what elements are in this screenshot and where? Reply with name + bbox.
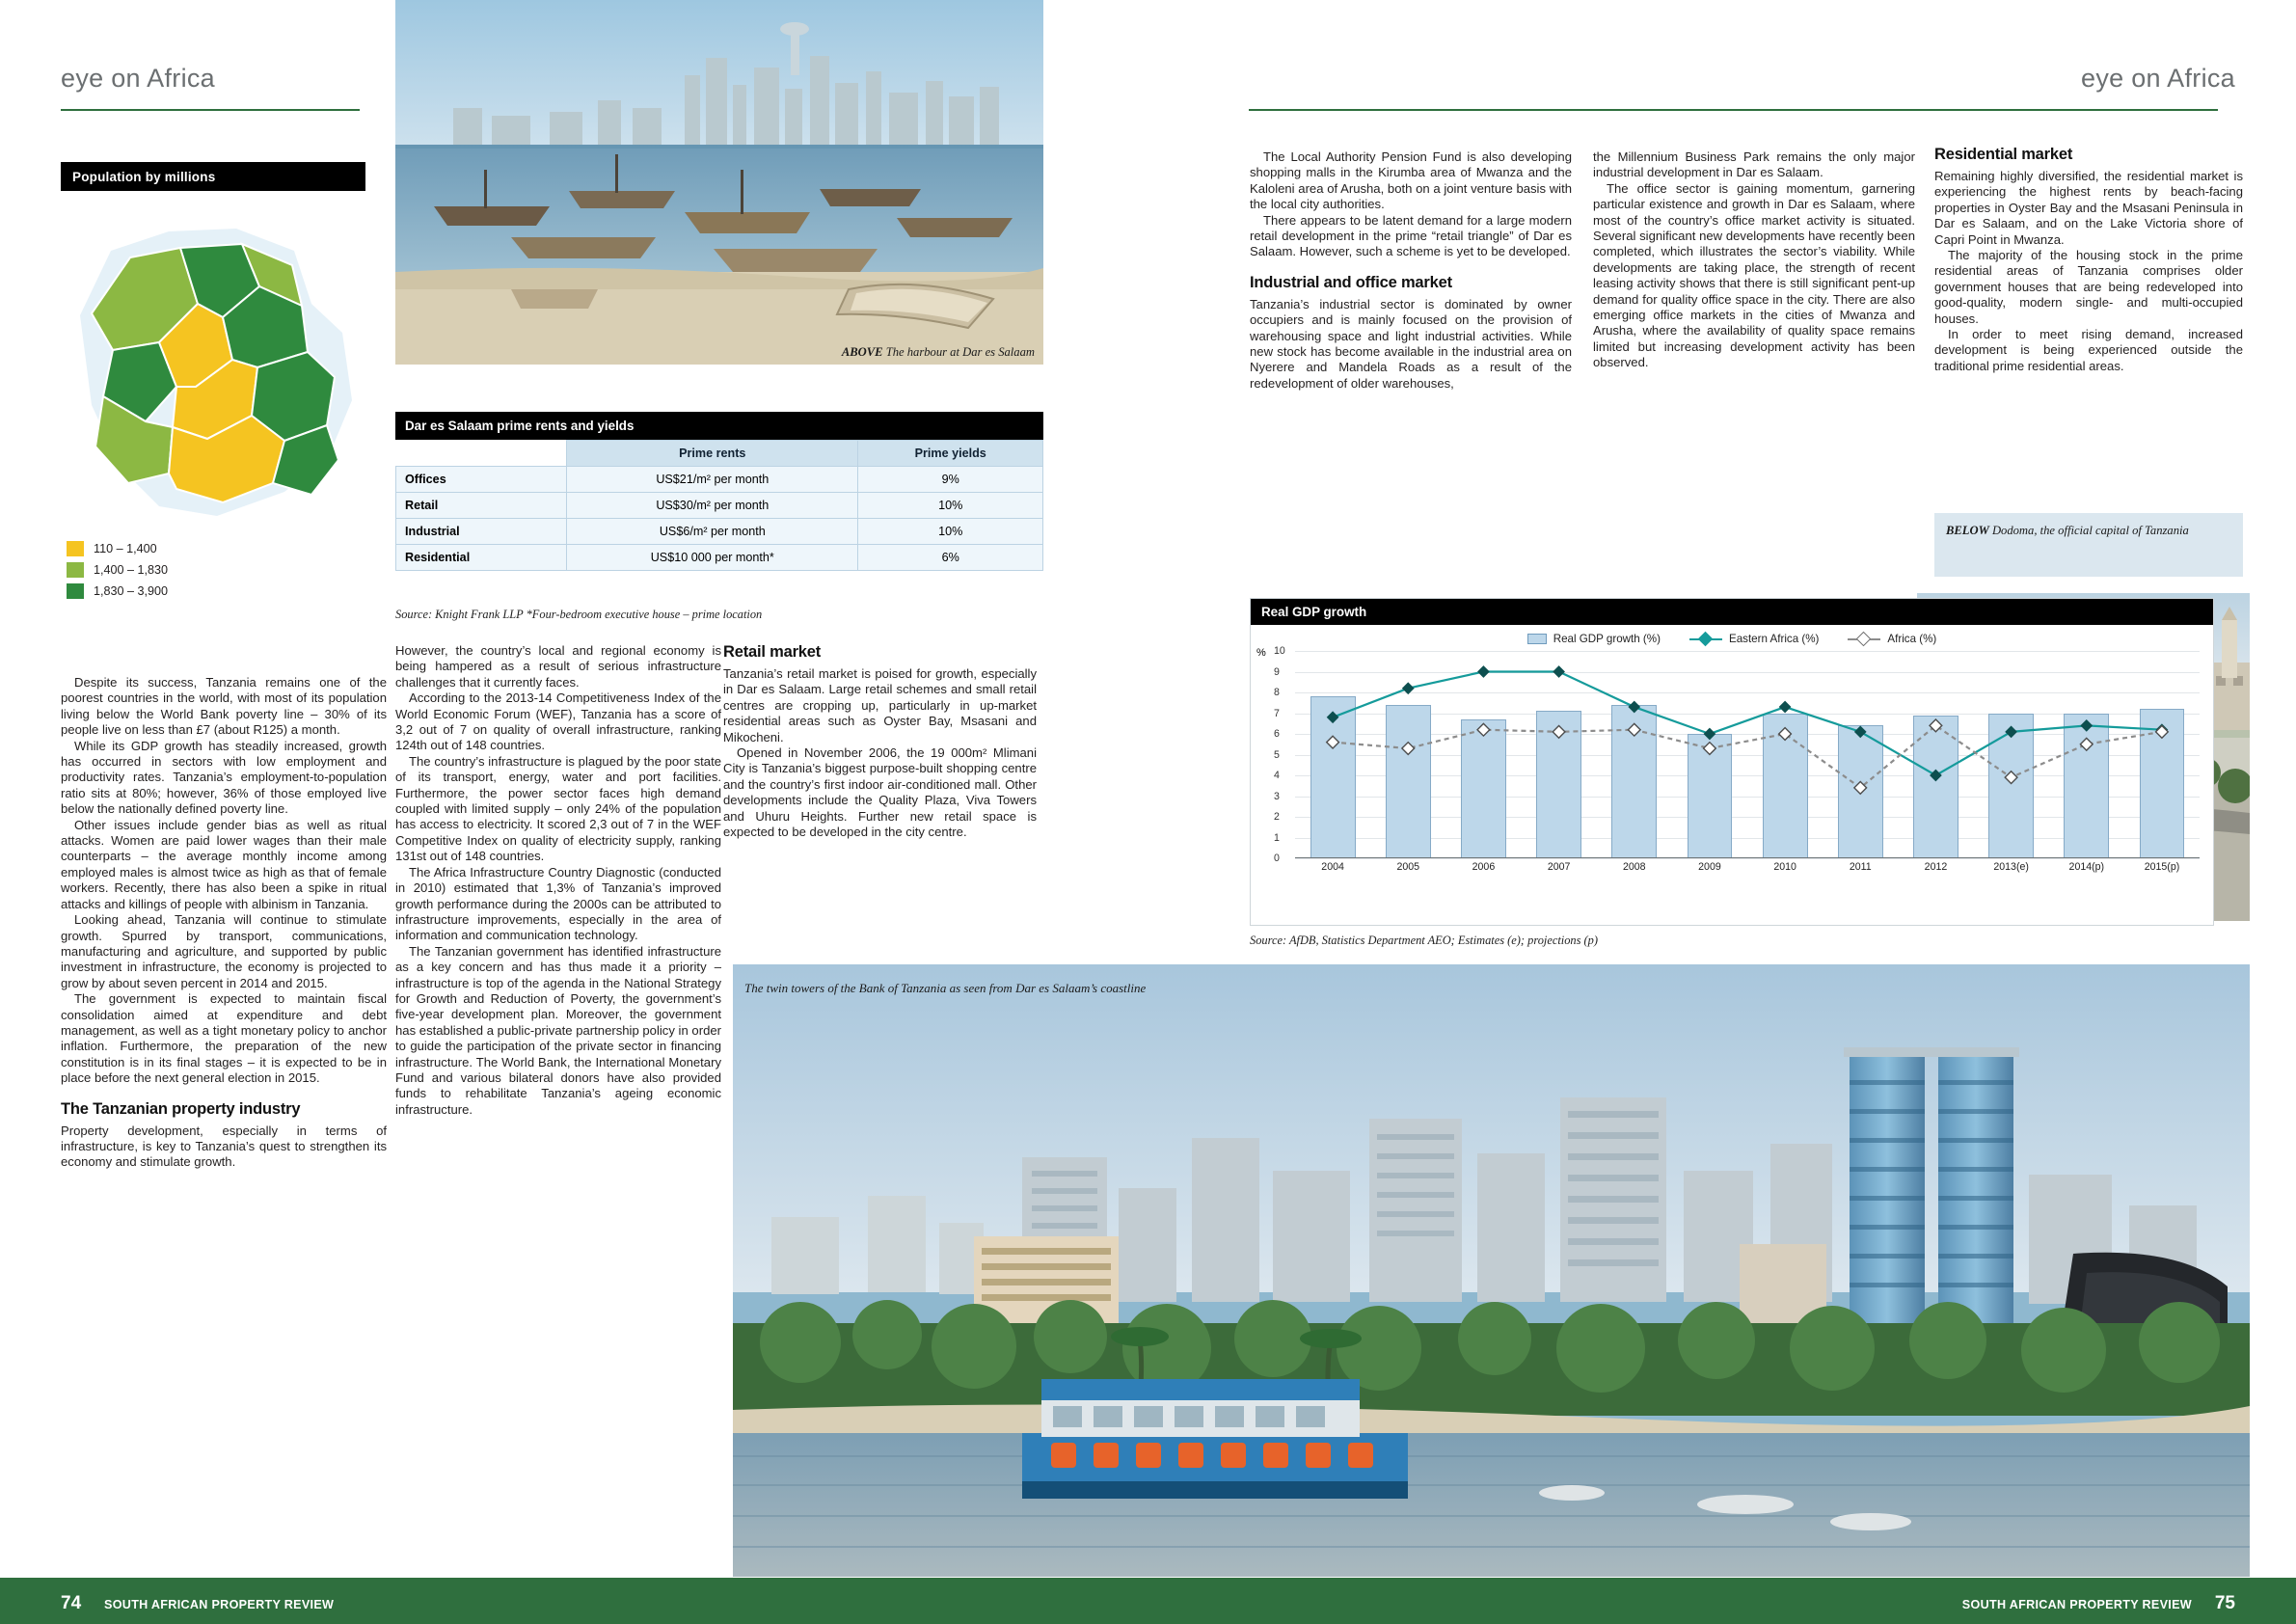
table-title: Dar es Salaam prime rents and yields — [395, 412, 1043, 440]
bar-slot — [1974, 651, 2049, 858]
paragraph: The Tanzanian government has identified infrastructure as a key concern and has thus made it a priority – infrastructure is top of the agenda in the National Strategy for Growth and Reduction of Poverty, the government’s five-year development plan. Moreover, the government has established a public-private partnership policy in order to guide the participation of the private sector in financing infrastructure. The World Bank, the International Monetary Fund and various bilateral donors have also provided funds to rehabilitate Tanzania’s ageing economic infrastructure. — [395, 943, 721, 1117]
row-label: Industrial — [396, 519, 567, 545]
paragraph: However, the country’s local and regional economy is being hampered as a result of serious infrastructure challenges that it currently faces. — [395, 643, 721, 690]
chart-x-axis — [1295, 857, 2200, 858]
x-tick-label: 2015(p) — [2144, 861, 2180, 873]
bar-slot — [1747, 651, 1823, 858]
page-header-right: eye on Africa — [2081, 64, 2235, 93]
legend-item — [66, 582, 168, 600]
legend-line-swatch — [1848, 638, 1880, 640]
folio-right: 75 — [2214, 1593, 2235, 1613]
x-tick-label: 2014(p) — [2068, 861, 2105, 873]
legend-bar-swatch — [1527, 634, 1547, 644]
paragraph: While its GDP growth has steadily increased, growth has occurred in sectors with low employment and productivity rates. Tanzania’s employment-to-population ratio sits at 80%; however, 36% of those employed live below the nationally defined poverty line. — [61, 738, 387, 817]
chart-x-tick-labels — [1295, 861, 2200, 873]
legend-entry-eastern-africa — [1689, 633, 1819, 645]
y-tick-label: 3 — [1274, 790, 1280, 802]
row-label: Offices — [396, 467, 567, 493]
footer-text-right: SOUTH AFRICAN PROPERTY REVIEW — [1961, 1598, 2192, 1611]
row-rent: US$21/m² per month — [567, 467, 858, 493]
dar-es-salaam-skyline-photo — [733, 964, 2250, 1577]
legend-swatch — [66, 561, 85, 579]
row-rent: US$6/m² per month — [567, 519, 858, 545]
header-rule-left — [61, 109, 360, 111]
row-label: Retail — [396, 493, 567, 519]
paragraph: Opened in November 2006, the 19 000m² Mlimani City is Tanzania’s biggest purpose-built shopping centre and the country’s first indoor air-conditioned mall. Other developments include the Quality Plaza, Viva Towers and Uhuru Heights. Further new retail space is expected to be developed in the city centre. — [723, 745, 1037, 840]
footer-bar — [0, 1578, 2296, 1624]
paragraph: Other issues include gender bias as well as ritual attacks. Women are paid lower wages than their male counterparts – the average monthly income among employed males is almost twice as high as that of female workers. Recently, there has also been a spike in ritual attacks and killings of people with albinism in Tanzania. — [61, 817, 387, 911]
table-row — [396, 545, 1043, 571]
legend-label: 110 – 1,400 — [94, 542, 157, 555]
x-tick-label: 2008 — [1622, 861, 1646, 873]
row-yield: 10% — [858, 519, 1043, 545]
chart-marker — [1477, 665, 1490, 678]
x-tick-label: 2006 — [1472, 861, 1496, 873]
paragraph: In order to meet rising demand, increased development is being experienced outside the traditional prime residential areas. — [1934, 327, 2243, 373]
chart-source: Source: AfDB, Statistics Department AEO; Estimates (e); projections (p) — [1250, 934, 1598, 947]
paragraph: Remaining highly diversified, the residential market is experiencing the highest rents by beach-facing properties in Oyster Bay and the Msasani Peninsula in Dar es Salaam, and on the Lake Victoria shore of Capri Point in Mwanza. — [1934, 169, 2243, 247]
subheading-tanzanian-property-industry: The Tanzanian property industry — [61, 1099, 301, 1118]
x-tick-label: 2012 — [1924, 861, 1948, 873]
row-rent: US$10 000 per month* — [567, 545, 858, 571]
table-col-prime-yields: Prime yields — [858, 441, 1043, 467]
paragraph: Property development, especially in terms of infrastructure, is key to Tanzania’s quest to strengthen its economy and stimulate growth. — [61, 1123, 387, 1170]
subheading-residential-market: Residential market — [1934, 146, 2073, 163]
y-tick-label: 5 — [1274, 748, 1280, 761]
gridline — [1295, 858, 2200, 859]
y-tick-label: 0 — [1274, 853, 1280, 864]
left-column-1 — [61, 675, 387, 1171]
row-label: Residential — [396, 545, 567, 571]
row-yield: 10% — [858, 493, 1043, 519]
chart-marker — [1327, 711, 1339, 723]
bar-slot — [1597, 651, 1672, 858]
chart-marker — [1553, 725, 1565, 738]
bar-slot — [1898, 651, 1973, 858]
folio-left: 74 — [61, 1593, 82, 1613]
right-column-3 — [1934, 146, 2243, 374]
legend-label: 1,400 – 1,830 — [94, 563, 169, 577]
row-yield: 6% — [858, 545, 1043, 571]
table-row — [396, 519, 1043, 545]
legend-label: 1,830 – 3,900 — [94, 584, 169, 598]
legend-swatch — [66, 540, 85, 557]
harbour-photo-caption — [832, 341, 1043, 365]
dodoma-photo-caption — [1934, 513, 2243, 577]
y-tick-label: 6 — [1274, 728, 1280, 740]
table-row — [396, 467, 1043, 493]
x-tick-label: 2004 — [1321, 861, 1344, 873]
x-tick-label: 2010 — [1773, 861, 1796, 873]
legend-item — [66, 561, 168, 579]
paragraph: The office sector is gaining momentum, garnering particular existence and growth in Dar es Salaam, where most of the country’s office market activity is situated. Several significant new developments have recently been completed, which illustrates the sector’s viability. While developments are taking place, the strength of recent leasing activity shows that there is still significant pent-up demand for quality office space in the city. There are also emerging office markets in the cities of Mwanza and Arusha, where the availability of quality space remains limited but increasing development activity has been observed. — [1593, 180, 1915, 370]
paragraph: Looking ahead, Tanzania will continue to stimulate growth. Spurred by transport, communications, manufacturing and agriculture, and supported by public investment in infrastructure, the economy is projected to grow by about seven percent in 2014 and 2015. — [61, 912, 387, 990]
y-tick-label: 8 — [1274, 687, 1280, 698]
tanzania-population-map — [53, 198, 381, 530]
paragraph: The majority of the housing stock in the prime residential areas of Tanzania comprises older government houses that are being redeveloped into good-quality, modern single- and multi-occupied houses. — [1934, 248, 2243, 326]
x-tick-label: 2009 — [1698, 861, 1721, 873]
row-yield: 9% — [858, 467, 1043, 493]
right-column-2 — [1593, 149, 1915, 371]
legend-line-swatch — [1689, 638, 1722, 640]
x-tick-label: 2011 — [1849, 861, 1872, 873]
population-bar-title: Population by millions — [61, 162, 365, 191]
real-gdp-growth-chart — [1250, 598, 2214, 926]
left-column-3 — [723, 643, 1037, 840]
chart-marker — [1402, 743, 1415, 755]
legend-label: Africa (%) — [1887, 633, 1937, 645]
caption-prefix: BELOW — [1946, 524, 1989, 537]
row-rent: US$30/m² per month — [567, 493, 858, 519]
chart-legend — [1251, 633, 2213, 645]
x-tick-label: 2013(e) — [1993, 861, 2029, 873]
legend-entry-africa — [1848, 633, 1936, 645]
chart-marker — [1327, 736, 1339, 748]
legend-label: Real GDP growth (%) — [1553, 633, 1661, 645]
chart-marker — [1402, 682, 1415, 694]
table-source: Source: Knight Frank LLP *Four-bedroom executive house – prime location — [395, 608, 763, 621]
caption-text: The harbour at Dar es Salaam — [882, 345, 1035, 359]
paragraph: According to the 2013-14 Competitiveness Index of the World Economic Forum (WEF), Tanzania has a score of 3,2 out of 7 on quality of overall infrastructure, ranking 124th out of 148 countries. — [395, 690, 721, 753]
chart-marker — [1477, 723, 1490, 736]
x-tick-label: 2007 — [1547, 861, 1571, 873]
table-row — [396, 493, 1043, 519]
legend-entry-gdp — [1527, 633, 1661, 645]
subheading-retail-market: Retail market — [723, 643, 822, 661]
legend-swatch — [66, 582, 85, 600]
subheading-industrial-office-market: Industrial and office market — [1250, 273, 1452, 291]
harbour-photo — [395, 0, 1043, 365]
y-tick-label: 9 — [1274, 665, 1280, 678]
paragraph: The Africa Infrastructure Country Diagnostic (conducted in 2010) estimated that 1,3% of Tanzania’s improved growth performance during the 2000s can be attributed to infrastructure improvements, especially in the area of information and communication technology. — [395, 864, 721, 943]
bar-slot — [2049, 651, 2124, 858]
caption-text: Dodoma, the official capital of Tanzania — [1988, 524, 2189, 537]
bar-slot — [2124, 651, 2200, 858]
footer-text-left: SOUTH AFRICAN PROPERTY REVIEW — [104, 1598, 335, 1611]
chart-bar — [2064, 714, 2109, 859]
skyline-photo-caption: The twin towers of the Bank of Tanzania as seen from Dar es Salaam’s coastline — [744, 981, 1147, 995]
y-tick-label: 7 — [1274, 707, 1280, 719]
table-col-prime-rents: Prime rents — [567, 441, 858, 467]
y-tick-label: 4 — [1274, 770, 1280, 781]
paragraph: Tanzania’s retail market is poised for growth, especially in Dar es Salaam. Large retail schemes and small retail centres are cropping up, particularly in up-market residential areas such as Oyster Bay, Msasani and Mikocheni. — [723, 666, 1037, 744]
chart-plot-area — [1256, 645, 2200, 864]
bar-slot — [1823, 651, 1898, 858]
paragraph: The Local Authority Pension Fund is also developing shopping malls in the Kirumba area of Mwanza and the Kaloleni area of Arusha, both on a joint venture basis with the local city authorities. — [1250, 149, 1572, 212]
map-legend — [66, 540, 168, 604]
chart-lines — [1295, 651, 1584, 796]
paragraph: The government is expected to maintain fiscal consolidation aimed at expenditure and debt management, as well as a tight monetary policy to anchor inflation. Furthermore, the preparation of the new constitution is in its final stages – it is expected to be in place before the next general election in 2015. — [61, 991, 387, 1086]
y-axis-label: % — [1256, 647, 1266, 659]
header-rule-right — [1249, 109, 2218, 111]
paragraph: Tanzania’s industrial sector is dominated by owner occupiers and is mainly focused on the provision of warehousing space and light industrial activities. While new stock has become available in the industrial area on Nyerere and Mandela Roads as a result of the redevelopment of older warehouses, — [1250, 296, 1572, 391]
table-col-blank — [396, 441, 567, 467]
caption-prefix: ABOVE — [841, 345, 883, 359]
paragraph: The country’s infrastructure is plagued by the poor state of its transport, energy, water and port facilities. Furthermore, the power sector faces high demand coupled with limited supply – only 24% of the population has access to electricity. It scored 2,3 out of 7 in the WEF Competitive Index on quality of electricity supply, ranking 131st out of 148 countries. — [395, 753, 721, 864]
chart-marker — [1553, 665, 1565, 678]
left-column-2 — [395, 643, 721, 1118]
y-tick-label: 10 — [1274, 645, 1285, 657]
paragraph: There appears to be latent demand for a large modern retail development in the prime “retail triangle” of Dar es Salaam. However, such a scheme is yet to be developed. — [1250, 212, 1572, 259]
chart-bar — [1913, 716, 1958, 858]
paragraph: the Millennium Business Park remains the only major industrial development in Dar es Salaam. — [1593, 149, 1915, 180]
paragraph: Despite its success, Tanzania remains one of the poorest countries in the world, with most of its population living below the World Bank poverty line – 30% of its people live on less than £7 (about R125) a month. — [61, 675, 387, 738]
chart-title: Real GDP growth — [1251, 599, 2213, 625]
right-column-1 — [1250, 149, 1572, 392]
legend-label: Eastern Africa (%) — [1728, 633, 1820, 645]
prime-rents-table — [395, 412, 1043, 571]
y-tick-label: 1 — [1274, 831, 1280, 844]
page-header-left: eye on Africa — [61, 64, 215, 93]
y-tick-label: 2 — [1274, 811, 1280, 823]
table-header-row — [396, 441, 1043, 467]
legend-item — [66, 540, 168, 557]
x-tick-label: 2005 — [1396, 861, 1420, 873]
